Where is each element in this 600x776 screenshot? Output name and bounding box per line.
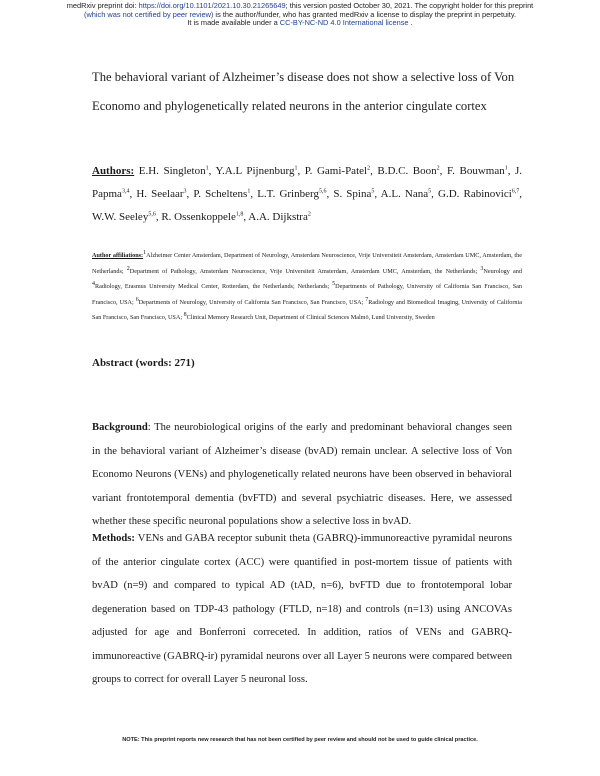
footer-note: NOTE: This preprint reports new research that has not been certified by peer review and should not be used to guide clinical practice. xyxy=(122,737,478,743)
author: H. Seelaar$^3$ xyxy=(136,188,187,200)
affiliation-text: Department of Pathology, Amsterdam Neuroscience, Vrije Universiteit Amsterdam, Amsterdam UMC, Amsterdam, the Netherlands; xyxy=(129,267,481,275)
header-line-3: It is made available under a CC-BY-NC-ND 4.0 International license . xyxy=(187,18,413,28)
affiliation-text: Clinical Memory Research Unit, Department of Clinical Sciences Malmö, Lund University, Sweden xyxy=(186,314,435,322)
methods-paragraph xyxy=(92,527,512,692)
paper-title: The behavioral variant of Alzheimer’s disease does not show a selective loss of Von Economo and phylogenetically related neurons in the anterior cingulate cortex xyxy=(92,70,515,113)
affiliations-label: Author affiliations: xyxy=(92,252,144,259)
background-label: Background xyxy=(92,422,148,433)
preprint-header xyxy=(0,2,600,28)
background-text: : The neurobiological origins of the early and predominant behavioral changes seen in the behavioral variant of Alzheimer’s disease (bvAD) remain unclear. A selective loss of Von Economo Neurons (VENs) and phylogenetically related neurons have been observed in behavioral variant frontotemporal dementia (bvFTD) and several psychiatric diseases. Here, we assessed whether these specific neuronal populations show a selective loss in bvAD. xyxy=(92,422,512,527)
author: P. Gami-Patel$^2$ xyxy=(304,165,371,177)
header-line-1: medRxiv preprint doi: https://doi.org/10.1101/2021.10.30.21265649; this version posted October 30, 2021. The copyright holder for this preprint xyxy=(66,1,534,10)
affiliations: Author affiliations:$^1$Alzheimer Center Amsterdam, Department of Neurology, Amsterdam Neuroscience, Vrije Universiteit Amsterdam, Amsterdam UMC, Amsterdam, the Netherlands; $^2$Department of Pathology, Amsterdam Neuroscience, Vrije Universiteit Amsterdam, Amsterdam UMC, Amsterdam, the Netherlands; $^3$Neurology and $^4$Radiology, Erasmus University Medical Center, Rotterdam, the Netherlands; Netherlands; $^5$Departments of Pathology, University of California San Francisco, San Francisco, USA; $^6$Departments of Neurology, University of California San Francisco, San Francisco, USA; $^7$Radiology and Biomedical Imaging, University of California San Francisco, San Francisco, USA; $^8$Clinical Memory Research Unit, Department of Clinical Sciences Malmö, Lund University, Sweden xyxy=(92,249,522,322)
affiliation-text: Radiology and Biomedical Imaging, University of California San Francisco, San Francisco, USA; xyxy=(92,298,522,322)
author-list: Authors: E.H. Singleton$^1$, Y.A.L Pijnenburg$^1$, P. Gami-Patel$^2$, B.D.C. Boon$^2$, F. Bouwman$^1$, J. Papma$^{3,4}$, H. Seelaar$^3$, P. Scheltens$^1$, L.T. Grinberg$^{5,6}$, S. Spina$^5$, A.L. Nana$^5$, G.D. Rabinovici$^{6,7}$, W.W. Seeley$^{5,6}$, R. Ossenkoppele$^{1,8}$, A.A. Dijkstra$^2$ xyxy=(92,165,523,223)
doi-link[interactable]: https://doi.org/10.1101/2021.10.30.21265649 xyxy=(138,1,286,10)
background-paragraph xyxy=(92,416,512,534)
authors-label: Authors: xyxy=(92,165,135,177)
affiliation-text: Departments of Pathology, University of California San Francisco, San Francisco, USA; xyxy=(92,283,522,306)
abstract-heading: Abstract (words: 271) xyxy=(92,357,195,369)
license-link[interactable]: CC-BY-NC-ND 4.0 International license xyxy=(279,18,409,28)
affiliation-text: Alzheimer Center Amsterdam, Department of Neurology, Amsterdam Neuroscience, Vrije Universiteit Amsterdam, Amsterdam UMC, Amsterdam, the Netherlands; xyxy=(92,252,522,275)
author: A.A. Dijkstra$^2$ xyxy=(248,211,311,223)
affiliation-text: Radiology, Erasmus University Medical Center, Rotterdam, the Netherlands; Netherlands; xyxy=(95,283,333,291)
affiliation-text: Neurology and xyxy=(483,267,522,275)
author: W.W. Seeley$^{5,6}$ xyxy=(92,211,156,223)
author: F. Bouwman$^1$ xyxy=(446,165,508,177)
author: B.D.C. Boon$^2$ xyxy=(377,165,440,177)
header-line-2: (which was not certified by peer review) is the author/funder, who has granted medRxiv a license to display the preprint in perpetuity. xyxy=(83,9,517,19)
author: L.T. Grinberg$^{5,6}$ xyxy=(257,188,327,200)
author: G.D. Rabinovici$^{6,7}$ xyxy=(438,188,520,200)
affiliation-text: Departments of Neurology, University of California San Francisco, San Francisco, USA; xyxy=(138,298,366,306)
author: E.H. Singleton$^1$ xyxy=(138,165,209,177)
author: J. Papma$^{3,4}$ xyxy=(92,165,523,200)
methods-label: Methods: xyxy=(92,533,135,544)
methods-text: VENs and GABA receptor subunit theta (GABRQ)-immunoreactive pyramidal neurons of the anterior cingulate cortex (ACC) were quantified in post-mortem tissue of patients with bvAD (n=9) and compared to typical AD (tAD, n=6), bvFTD due to frontotemporal lobar degeneration based on TDP-43 pathology (FTLD, n=18) and controls (n=13) using ANCOVAs adjusted for age and Bonferroni correceted. In addition, ratios of VENs and GABRQ-immunoreactive (GABRQ-ir) pyramidal neurons over all Layer 5 neurons were compared between groups to correct for overall Layer 5 neuronal loss. xyxy=(92,533,512,685)
author: R. Ossenkoppele$^{1,8}$ xyxy=(161,211,244,223)
author: Y.A.L Pijnenburg$^1$ xyxy=(215,165,298,177)
author: P. Scheltens$^1$ xyxy=(193,188,251,200)
author: A.L. Nana$^5$ xyxy=(380,188,432,200)
author: S. Spina$^5$ xyxy=(333,188,375,200)
